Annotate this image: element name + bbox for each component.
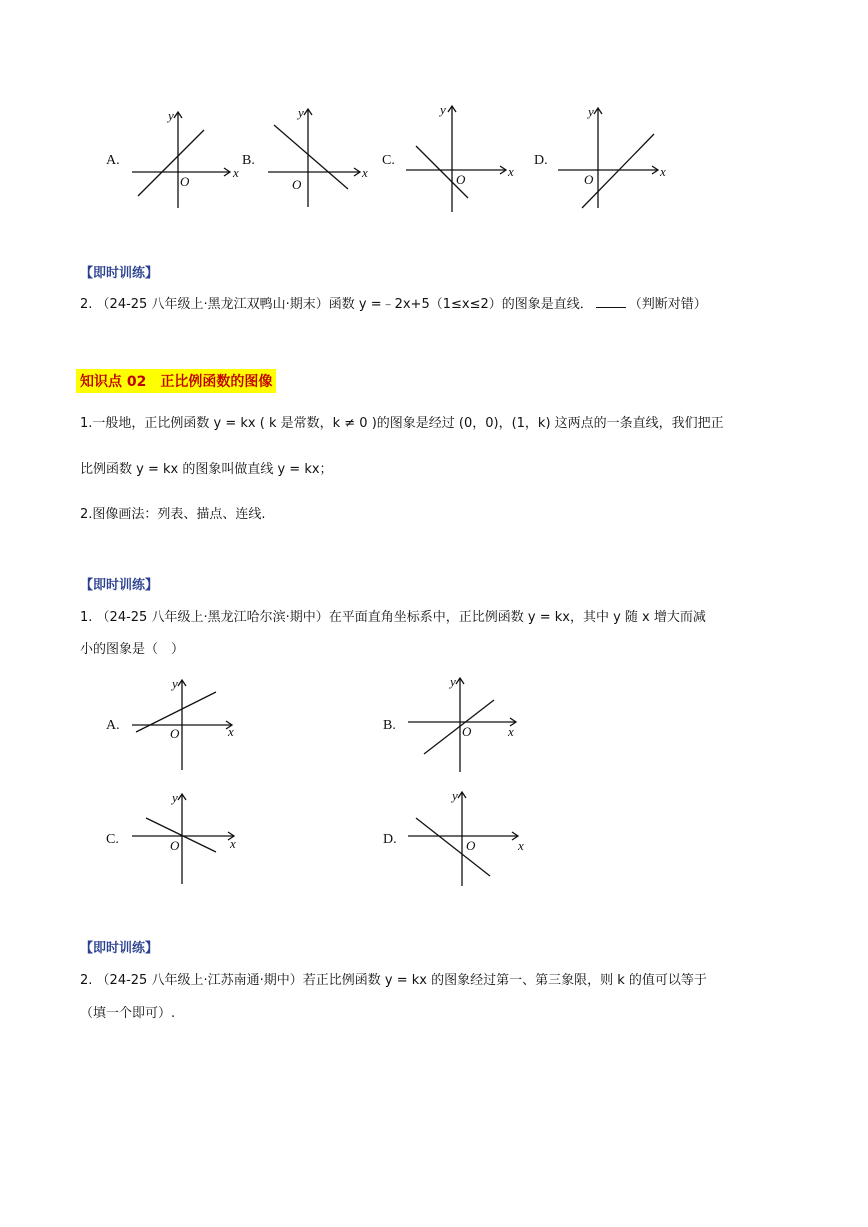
y-axis-label: y	[450, 674, 456, 689]
option-d-label: D.	[383, 832, 397, 847]
x-axis-label: x	[508, 164, 514, 179]
y-axis-label: y	[452, 788, 458, 803]
x-axis-label: x	[233, 165, 239, 180]
origin-label: O	[584, 172, 594, 187]
kp-paragraph-2: 2.图像画法：列表、描点、连线.	[80, 507, 266, 522]
question-number: 1.	[80, 610, 93, 625]
question-bot-2-line-2: （填一个即可）.	[80, 1006, 176, 1021]
option-b-label: B.	[242, 153, 255, 168]
option-b-label: B.	[383, 718, 396, 733]
y-axis-label: y	[298, 105, 304, 120]
knowledge-point-heading: 知识点 02 正比例函数的图像	[76, 369, 276, 393]
question-number: 2.	[80, 973, 93, 988]
option-d-label: D.	[534, 153, 548, 168]
question-text: 若正比例函数 y = kx 的图象经过第一、第三象限，则 k 的值可以等于	[302, 973, 707, 988]
question-top-2	[80, 295, 707, 315]
option-a-label: A.	[106, 718, 120, 733]
origin-label: O	[466, 838, 476, 853]
x-axis-label: x	[518, 838, 524, 853]
question-source: （24-25 八年级上·江苏南通·期中）	[96, 973, 303, 988]
y-axis-label: y	[172, 790, 178, 805]
option-c-label: C.	[382, 153, 395, 168]
question-mid-1-line-2: 小的图象是（ ）	[80, 642, 185, 657]
graph-top-d	[556, 104, 671, 214]
option-a-label: A.	[106, 153, 120, 168]
origin-label: O	[180, 174, 190, 189]
graph-top-c	[402, 100, 517, 215]
origin-label: O	[170, 726, 180, 741]
origin-label: O	[456, 172, 466, 187]
origin-label: O	[292, 177, 302, 192]
graph-top-a	[130, 108, 240, 213]
question-number: 2.	[80, 297, 93, 312]
question-text-after: （判断对错）	[628, 297, 707, 312]
question-bot-2-line-1	[80, 971, 707, 991]
question-source: （24-25 八年级上·黑龙江双鸭山·期末）	[96, 297, 329, 312]
training-label: 【即时训练】	[80, 578, 159, 593]
question-source: （24-25 八年级上·黑龙江哈尔滨·期中）	[96, 610, 329, 625]
graph-mid-c	[130, 788, 245, 888]
x-axis-label: x	[508, 724, 514, 739]
graph-mid-a	[130, 674, 245, 774]
y-axis-label: y	[440, 102, 446, 117]
question-mid-1-line-1	[80, 608, 706, 628]
y-axis-label: y	[168, 108, 174, 123]
x-axis-label: x	[660, 164, 666, 179]
origin-label: O	[170, 838, 180, 853]
kp-paragraph-1-line-2: 比例函数 y = kx 的图象叫做直线 y = kx；	[80, 462, 333, 477]
training-label: 【即时训练】	[80, 941, 159, 956]
graph-top-b	[264, 103, 374, 213]
option-c-label: C.	[106, 832, 119, 847]
x-axis-label: x	[228, 724, 234, 739]
graph-mid-b	[404, 672, 524, 776]
kp-paragraph-1-line-1: 1.一般地，正比例函数 y = kx ( k 是常数，k ≠ 0 )的图象是经过 (0，0)，(1，k) 这两点的一条直线，我们把正	[80, 416, 724, 431]
question-text: 在平面直角坐标系中，正比例函数 y = kx，其中 y 随 x 增大而减	[328, 610, 706, 625]
x-axis-label: x	[230, 836, 236, 851]
origin-label: O	[462, 724, 472, 739]
y-axis-label: y	[172, 676, 178, 691]
answer-blank[interactable]	[596, 295, 626, 308]
training-label: 【即时训练】	[80, 266, 159, 281]
question-text: 函数 y =﹣2x+5（1≤x≤2）的图象是直线．	[328, 297, 593, 312]
y-axis-label: y	[588, 104, 594, 119]
x-axis-label: x	[362, 165, 368, 180]
graph-mid-d	[404, 786, 529, 890]
